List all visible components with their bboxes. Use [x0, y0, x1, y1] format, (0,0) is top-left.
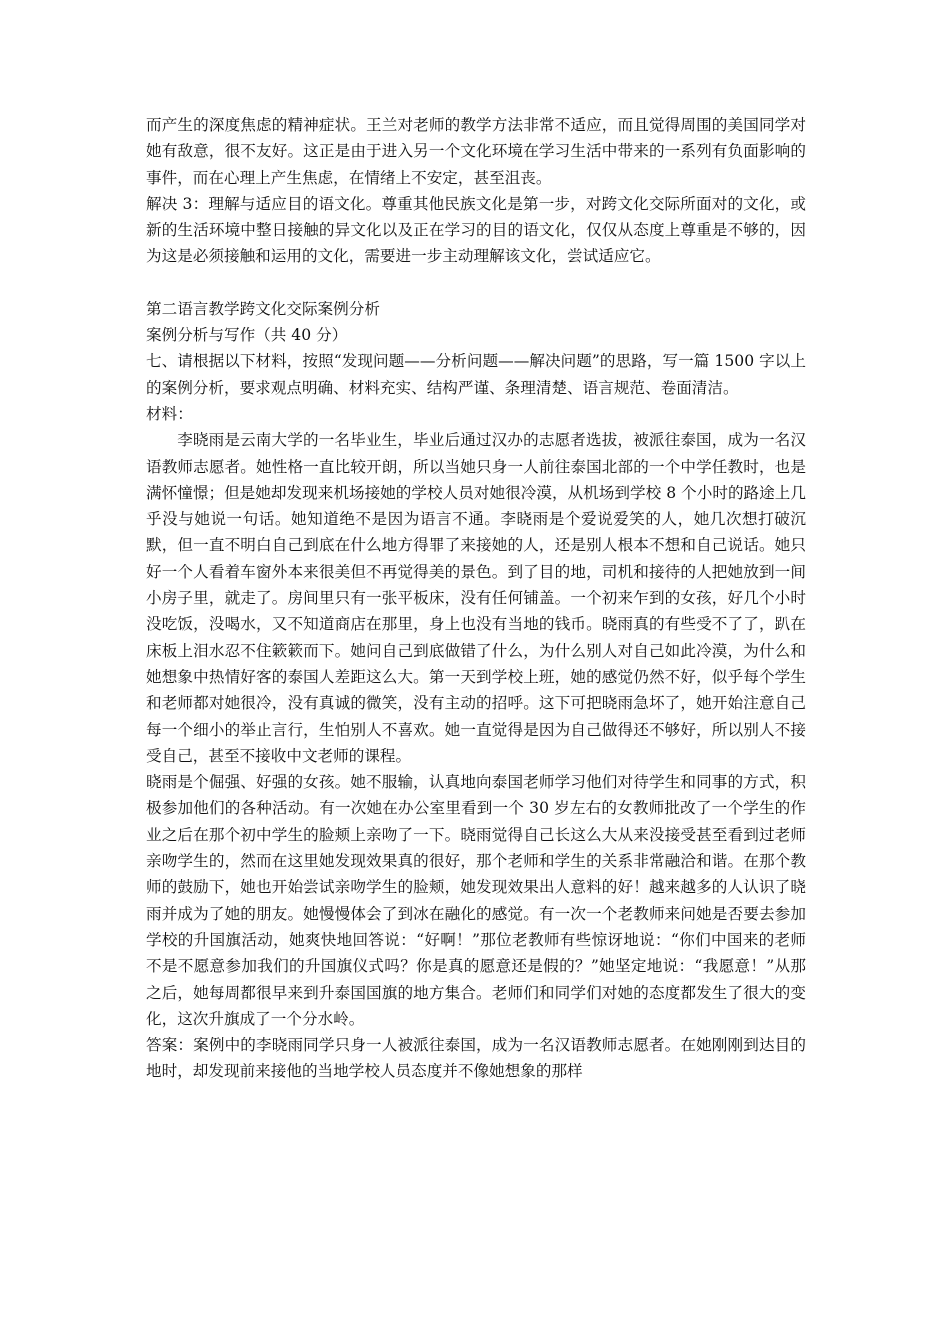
material-paragraph-2: 晓雨是个倔强、好强的女孩。她不服输，认真地向泰国老师学习他们对待学生和同事的方式，积极参加他们的各种活动。有一次她在办公室里看到一个 30 岁左右的女教师批改了一个学生的作业之后在那个初中学生的脸颊上亲吻了一下。晓雨觉得自己长这么大从来没接受甚至看到过老师亲吻学生的，然而在这里她发现效果真的很好，那个老师和学生的关系非常融洽和谐。在那个教师的鼓励下，她也开始尝试亲吻学生的脸颊，她发现效果出人意料的好！越来越多的人认识了晓雨并成为了她的朋友。她慢慢体会了到冰在融化的感觉。有一次一个老教师来问她是否要去参加学校的升国旗活动，她爽快地回答说：“好啊！”那位老教师有些惊讶地说：“你们中国来的老师不是不愿意参加我们的升国旗仪式吗？你是真的愿意还是假的？”她坚定地说：“我愿意！”从那之后，她每周都很早来到升泰国国旗的地方集合。老师们和同学们对她的态度都发生了很大的变化，这次升旗成了一个分水岭。 — [146, 773, 806, 1028]
section-title: 第二语言教学跨文化交际案例分析 — [146, 299, 380, 318]
question-paragraph: 七、请根据以下材料，按照“发现问题——分析问题——解决问题”的思路，写一篇 1500 字以上的案例分析，要求观点明确、材料充实、结构严谨、条理清楚、语言规范、卷面清洁。 — [146, 352, 806, 397]
continuation-paragraph: 而产生的深度焦虑的精神症状。王兰对老师的教学方法非常不适应，而且觉得周围的美国同学对她有敌意，很不友好。这正是由于进入另一个文化环境在学习生活中带来的一系列有负面影响的事件，而在心理上产生焦虑，在情绪上不安定，甚至沮丧。 — [146, 116, 806, 187]
blank-line — [146, 270, 806, 296]
material-paragraph-1: 李晓雨是云南大学的一名毕业生，毕业后通过汉办的志愿者选拔，被派往泰国，成为一名汉语教师志愿者。她性格一直比较开朗，所以当她只身一人前往泰国北部的一个中学任教时，也是满怀憧憬；但是她却发现来机场接她的学校人员对她很冷漠，从机场到学校 8 个小时的路途上几乎没与她说一句话。她知道绝不是因为语言不通。李晓雨是个爱说爱笑的人，她几次想打破沉默，但一直不明白自己到底在什么地方得罪了来接她的人，还是别人根本不想和自己说话。她只好一个人看着车窗外本来很美但不再觉得美的景色。到了目的地，司机和接待的人把她放到一间小房子里，就走了。房间里只有一张平板床，没有任何铺盖。一个初来乍到的女孩，好几个小时没吃饭，没喝水，又不知道商店在那里，身上也没有当地的钱币。晓雨真的有些受不了了，趴在床板上泪水忍不住簌簌而下。她问自己到底做错了什么，为什么别人对自己如此冷漠，为什么和她想象中热情好客的泰国人差距这么大。第一天到学校上班，她的感觉仍然不好，似乎每个学生和老师都对她很冷，没有真诚的微笑，没有主动的招呼。这下可把晓雨急坏了，她开始注意自己每一个细小的举止言行，生怕别人不喜欢。她一直觉得是因为自己做得还不够好，所以别人不接受自己，甚至不接收中文老师的课程。 — [146, 431, 806, 765]
material-label: 材料： — [146, 404, 193, 423]
section-subtitle: 案例分析与写作（共 40 分） — [146, 326, 348, 345]
answer-paragraph: 答案：案例中的李晓雨同学只身一人被派往泰国，成为一名汉语教师志愿者。在她刚刚到达目的地时，却发现前来接他的当地学校人员态度并不像她想象的那样 — [146, 1036, 806, 1081]
solution-3-paragraph: 解决 3：理解与适应目的语文化。尊重其他民族文化是第一步，对跨文化交际所面对的文化，或新的生活环境中整日接触的异文化以及正在学习的目的语文化，仅仅从态度上尊重是不够的，因为这是必须接触和运用的文化，需要进一步主动理解该文化，尝试适应它。 — [146, 194, 806, 266]
document-body — [146, 112, 806, 1085]
